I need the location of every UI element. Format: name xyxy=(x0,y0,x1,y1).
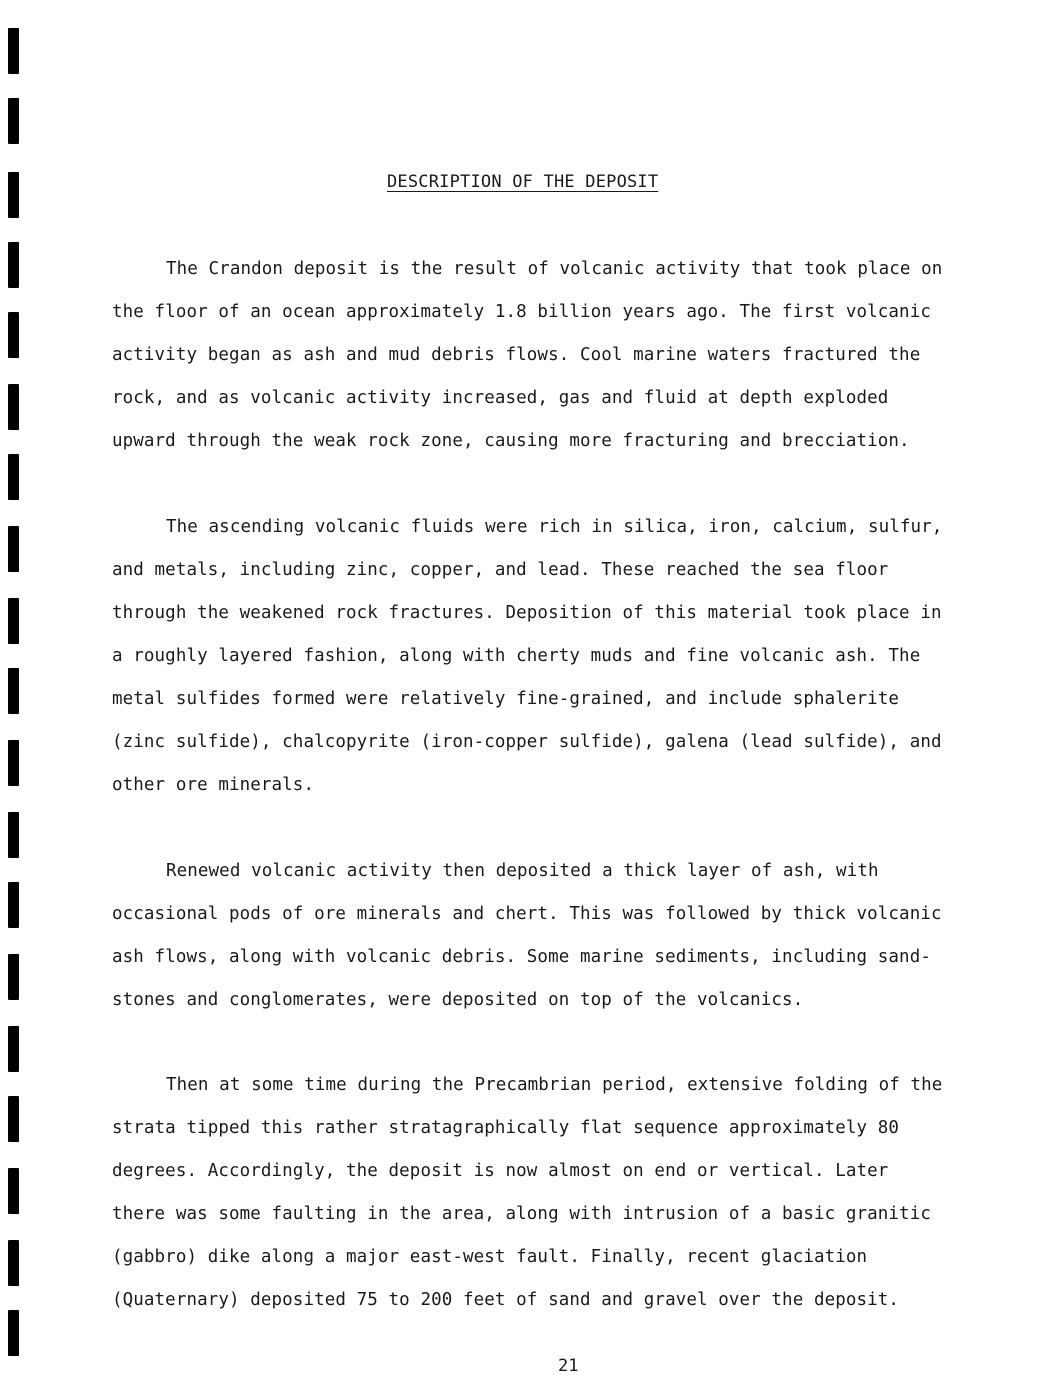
binding-mark xyxy=(8,1096,19,1142)
page-content xyxy=(112,0,972,1380)
binding-mark xyxy=(8,812,19,858)
paragraph-line: ash flows, along with volcanic debris. Some marine sediments, including sand- xyxy=(112,947,931,967)
binding-marks xyxy=(0,0,30,1380)
binding-mark xyxy=(8,172,19,218)
binding-mark xyxy=(8,242,19,288)
binding-mark xyxy=(8,1240,19,1286)
paragraph-line: Renewed volcanic activity then deposited a thick layer of ash, with xyxy=(166,861,879,881)
paragraph-origin xyxy=(112,248,957,463)
binding-mark xyxy=(8,526,19,572)
paragraph-fluids xyxy=(112,506,957,807)
paragraph-line: (gabbro) dike along a major east-west fault. Finally, recent glaciation xyxy=(112,1247,868,1267)
paragraph-line: other ore minerals. xyxy=(112,775,315,795)
paragraph-line: stones and conglomerates, were deposited on top of the volcanics. xyxy=(112,990,804,1010)
binding-mark xyxy=(8,1310,19,1356)
binding-mark xyxy=(8,98,19,144)
paragraph-line: and metals, including zinc, copper, and lead. These reached the sea floor xyxy=(112,560,889,580)
paragraph-line: rock, and as volcanic activity increased, gas and fluid at depth exploded xyxy=(112,388,889,408)
paragraph-line: occasional pods of ore minerals and chert. This was followed by thick volcanic xyxy=(112,904,942,924)
paragraph-line: a roughly layered fashion, along with cherty muds and fine volcanic ash. The xyxy=(112,646,921,666)
paragraph-line: The ascending volcanic fluids were rich in silica, iron, calcium, sulfur, xyxy=(166,517,943,537)
paragraph-line: degrees. Accordingly, the deposit is now almost on end or vertical. Later xyxy=(112,1161,889,1181)
binding-mark xyxy=(8,1168,19,1214)
paragraph-line: activity began as ash and mud debris flows. Cool marine waters fractured the xyxy=(112,345,921,365)
page-number: 21 xyxy=(558,1356,579,1376)
paragraph-line: there was some faulting in the area, along with intrusion of a basic granitic xyxy=(112,1204,931,1224)
binding-mark xyxy=(8,668,19,714)
binding-mark xyxy=(8,1026,19,1072)
paragraph-line: metal sulfides formed were relatively fine-grained, and include sphalerite xyxy=(112,689,900,709)
binding-mark xyxy=(8,312,19,358)
paragraph-line: the floor of an ocean approximately 1.8 billion years ago. The first volcanic xyxy=(112,302,931,322)
paragraph-folding xyxy=(112,1064,957,1322)
binding-mark xyxy=(8,740,19,786)
binding-mark xyxy=(8,598,19,644)
binding-mark xyxy=(8,384,19,430)
paragraph-line: upward through the weak rock zone, causing more fracturing and brecciation. xyxy=(112,431,910,451)
binding-mark xyxy=(8,882,19,928)
paragraph-line: The Crandon deposit is the result of volcanic activity that took place on xyxy=(166,259,943,279)
binding-mark xyxy=(8,454,19,500)
paragraph-line: strata tipped this rather stratagraphically flat sequence approximately 80 xyxy=(112,1118,900,1138)
paragraph-renewed-activity xyxy=(112,850,957,1022)
document-title: DESCRIPTION OF THE DEPOSIT xyxy=(387,172,659,192)
binding-mark xyxy=(8,28,19,74)
paragraph-line: (Quaternary) deposited 75 to 200 feet of sand and gravel over the deposit. xyxy=(112,1290,900,1310)
paragraph-line: (zinc sulfide), chalcopyrite (iron-copper sulfide), galena (lead sulfide), and xyxy=(112,732,942,752)
paragraph-line: through the weakened rock fractures. Deposition of this material took place in xyxy=(112,603,942,623)
paragraph-line: Then at some time during the Precambrian period, extensive folding of the xyxy=(166,1075,943,1095)
binding-mark xyxy=(8,954,19,1000)
